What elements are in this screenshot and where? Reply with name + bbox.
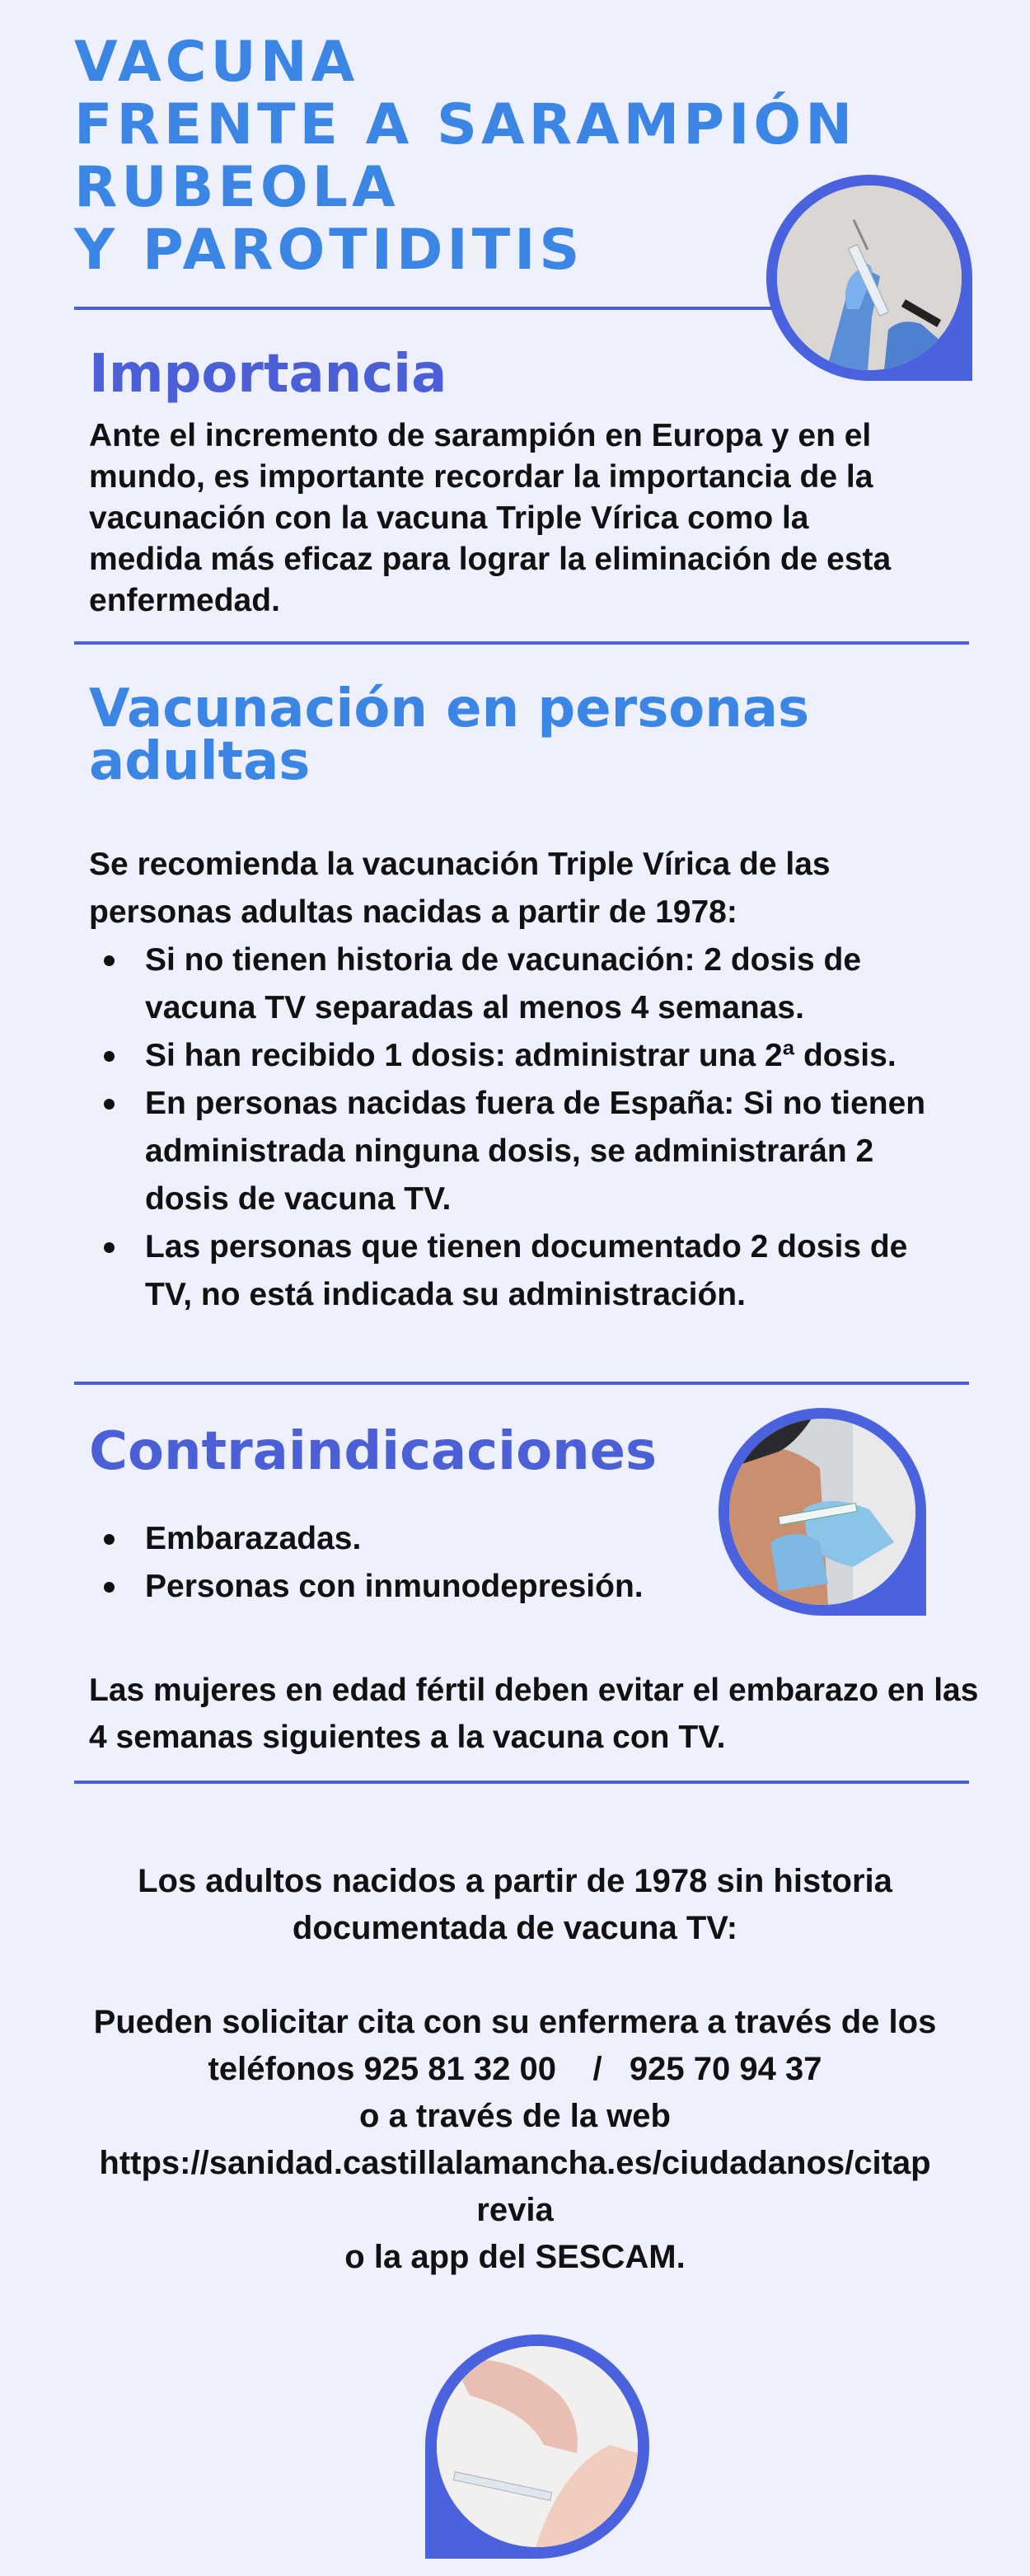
adultos-heading-line-2: adultas	[89, 731, 311, 792]
contraindicaciones-heading: Contraindicaciones	[89, 1421, 658, 1482]
contacto-line-5: o a través de la web	[359, 2098, 671, 2134]
arm-injection-photo	[719, 1408, 926, 1616]
importancia-text: Ante el incremento de sarampión en Europa y en el mundo, es importante recordar la importancia de la vacunación con la vacuna Triple Vírica como la medida más eficaz para lograr la eliminación de esta enfermedad.	[89, 418, 892, 618]
contacto-block	[33, 1858, 997, 2281]
contacto-line-2: documentada de vacuna TV:	[292, 1910, 738, 1946]
shoulder-injection-photo	[425, 2334, 649, 2559]
arm-injection-illustration	[729, 1419, 915, 1605]
syringe-hands-illustration	[777, 185, 962, 370]
contacto-line-1: Los adultos nacidos a partir de 1978 sin historia	[138, 1863, 892, 1899]
contacto-line-8: o la app del SESCAM.	[344, 2239, 686, 2275]
contacto-spacer	[33, 1952, 997, 1999]
adultos-list-item: Si han recibido 1 dosis: administrar una 2ª dosis.	[89, 1032, 946, 1080]
page-title	[74, 31, 856, 282]
adultos-heading-line-1: Vacunación en personas	[89, 678, 810, 739]
contraindicaciones-list	[89, 1515, 748, 1611]
title-line-2: FRENTE A SARAMPIÓN	[74, 92, 857, 157]
contraindicaciones-list-item: Embarazadas.	[89, 1515, 748, 1563]
contacto-line-3: Pueden solicitar cita con su enfermera a través de los	[93, 2004, 937, 2040]
contraindicaciones-list-item: Personas con inmunodepresión.	[89, 1563, 748, 1611]
adultos-list-item: Las personas que tienen documentado 2 dosis de TV, no está indicada su administración.	[89, 1223, 946, 1319]
adultos-list-item: En personas nacidas fuera de España: Si no tienen administrada ninguna dosis, se administrarán 2 dosis de vacuna TV.	[89, 1080, 946, 1223]
title-line-4: Y PAROTIDITIS	[74, 218, 584, 283]
adultos-heading	[89, 678, 810, 792]
contacto-web-link[interactable]: https://sanidad.castillalamancha.es/ciudadanos/citap	[99, 2145, 931, 2181]
adultos-list-item: Si no tienen historia de vacunación: 2 dosis de vacuna TV separadas al menos 4 semanas.	[89, 936, 946, 1032]
importancia-heading: Importancia	[89, 344, 447, 405]
section-divider-2	[74, 1382, 969, 1385]
vaccine-syringe-photo	[766, 175, 972, 381]
adultos-list	[89, 936, 946, 1319]
title-line-1: VACUNA	[74, 30, 359, 95]
contacto-web-link-cont[interactable]: revia	[476, 2192, 554, 2228]
contacto-phones: teléfonos 925 81 32 00 / 925 70 94 37	[208, 2051, 822, 2087]
adultos-intro: Se recomienda la vacunación Triple Vírica de las personas adultas nacidas a partir de 1978:	[89, 847, 831, 930]
section-divider-3	[74, 1781, 969, 1784]
section-divider-1	[74, 641, 969, 645]
shoulder-injection-illustration	[437, 2346, 638, 2547]
contraindicaciones-note: Las mujeres en edad fértil deben evitar el embarazo en las 4 semanas siguientes a la vacuna con TV.	[89, 1673, 979, 1755]
title-divider	[74, 307, 775, 310]
title-line-3: RUBEOLA	[74, 155, 400, 220]
